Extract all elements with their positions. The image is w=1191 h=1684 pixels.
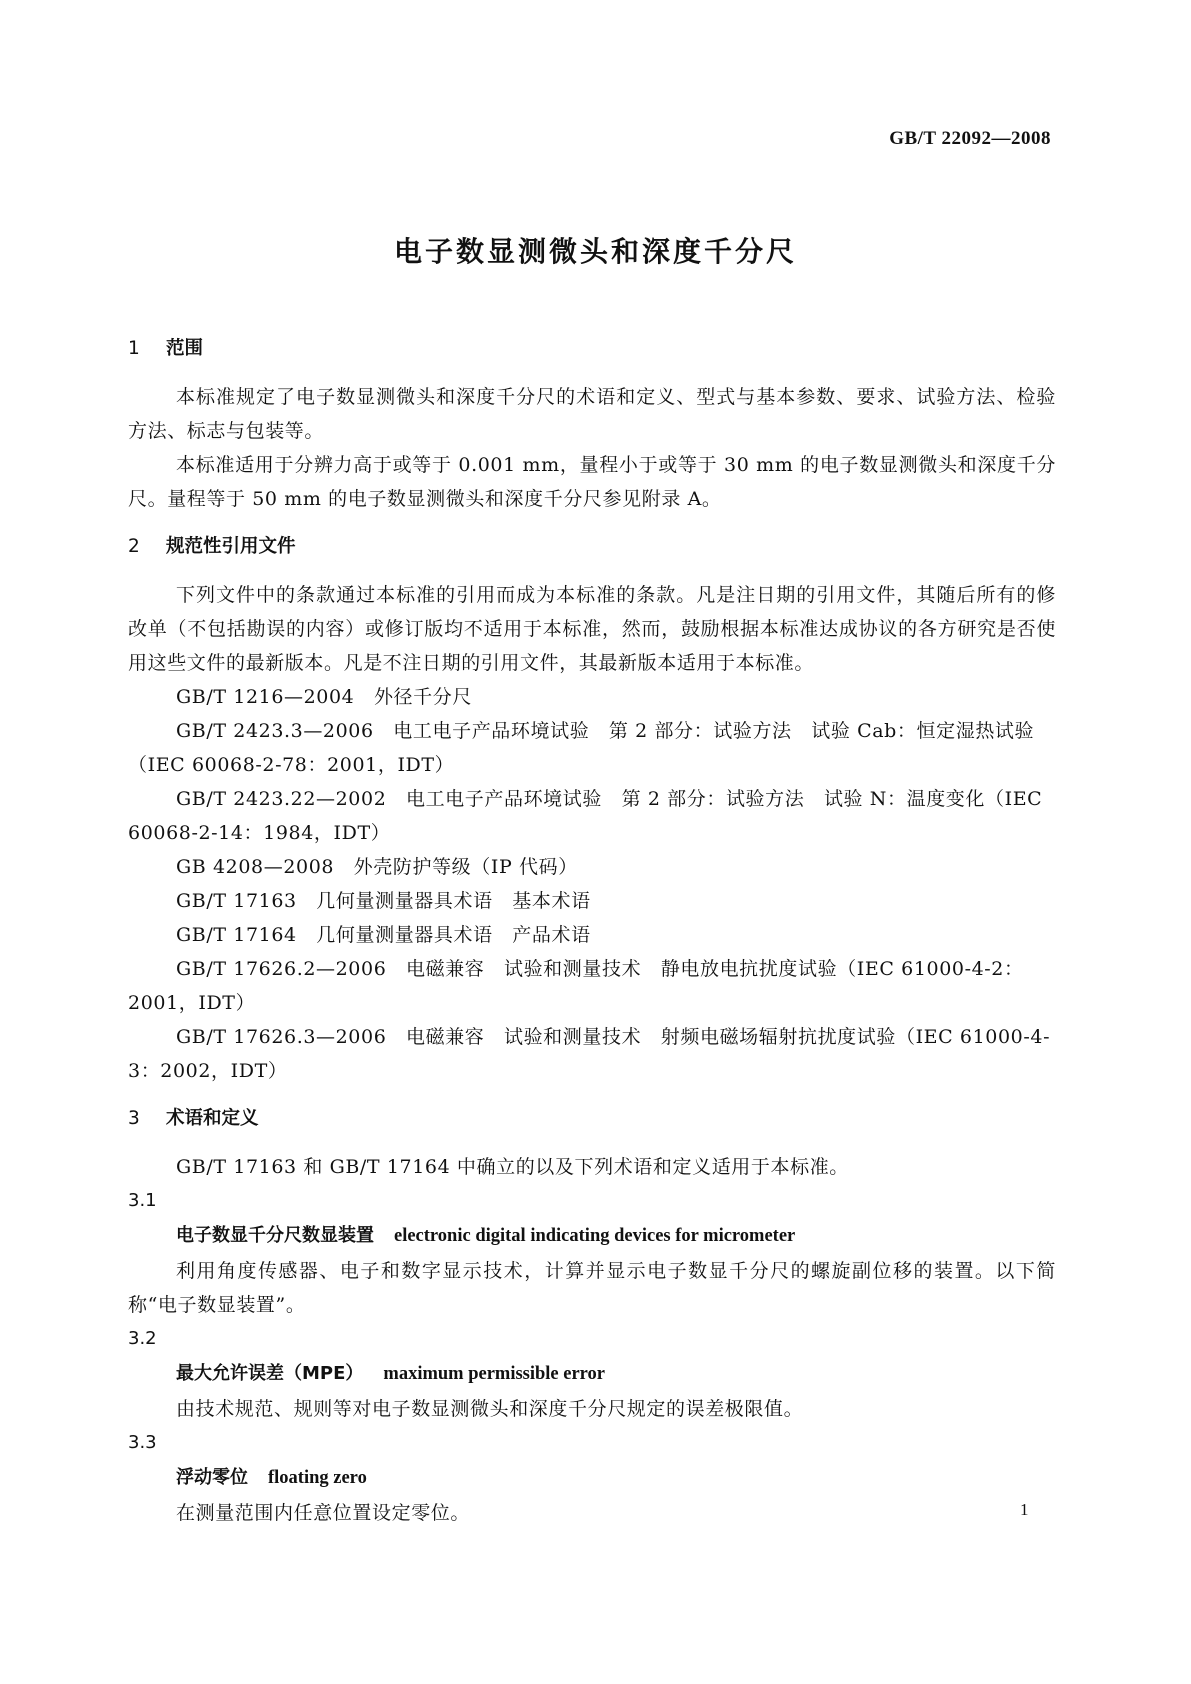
term-en: electronic digital indicating devices for micrometer [394,1226,796,1246]
paragraph: 本标准适用于分辨力高于或等于 0.001 mm，量程小于或等于 30 mm 的电子数显测微头和深度千分尺。量程等于 50 mm 的电子数显测微头和深度千分尺参见附录 A。 [128,454,1056,510]
term-en: floating zero [268,1468,367,1488]
term-zh: 电子数显千分尺数显装置 [176,1225,374,1246]
section-title: 范围 [166,338,204,359]
term-definition: 由技术规范、规则等对电子数显测微头和深度千分尺规定的误差极限值。 [176,1398,804,1420]
term-zh: 浮动零位 [176,1467,248,1488]
section-number: 3 [128,1108,140,1129]
section-heading-2 [128,530,1056,564]
document-title: 电子数显测微头和深度千分尺 [393,235,797,268]
reference-item: GB/T 17164 几何量测量器具术语 产品术语 [176,924,591,946]
term-definition: 利用角度传感器、电子和数字显示技术，计算并显示电子数显千分尺的螺旋副位移的装置。以下简称“电子数显装置”。 [128,1260,1056,1316]
term-number: 3.2 [128,1328,157,1349]
term-definition: 在测量范围内任意位置设定零位。 [176,1502,471,1524]
term-title [128,1218,1056,1254]
paragraph: 本标准规定了电子数显测微头和深度千分尺的术语和定义、型式与基本参数、要求、试验方法、检验方法、标志与包装等。 [128,386,1056,442]
standard-code: GB/T 22092—2008 [889,128,1051,149]
section-number: 1 [128,338,140,359]
page-number: 1 [1020,1500,1029,1519]
reference-item: GB/T 17626.2—2006 电磁兼容 试验和测量技术 静电放电抗扰度试验（IEC 61000-4-2：2001，IDT） [128,958,1024,1014]
section-number: 2 [128,536,140,557]
section-heading-3 [128,1102,1056,1136]
section-heading-1 [128,332,1056,366]
reference-item: GB/T 2423.22—2002 电工电子产品环境试验 第 2 部分：试验方法 试验 N：温度变化（IEC 60068-2-14：1984，IDT） [128,788,1043,844]
term-en: maximum permissible error [383,1364,606,1384]
term-zh: 最大允许误差（MPE） [176,1363,364,1384]
document-body [128,332,1056,1530]
reference-item: GB/T 1216—2004 外径千分尺 [176,686,472,708]
paragraph: 下列文件中的条款通过本标准的引用而成为本标准的条款。凡是注日期的引用文件，其随后所有的修改单（不包括勘误的内容）或修订版均不适用于本标准，然而，鼓励根据本标准达成协议的各方研究是否使用这些文件的最新版本。凡是不注日期的引用文件，其最新版本适用于本标准。 [128,584,1056,674]
reference-item: GB 4208—2008 外壳防护等级（IP 代码） [176,856,578,878]
term-number: 3.1 [128,1190,157,1211]
reference-item: GB/T 17163 几何量测量器具术语 基本术语 [176,890,591,912]
section-title: 规范性引用文件 [166,536,296,557]
term-title [128,1460,1056,1496]
reference-item: GB/T 2423.3—2006 电工电子产品环境试验 第 2 部分：试验方法 试验 Cab：恒定湿热试验（IEC 60068-2-78：2001，IDT） [128,720,1035,776]
term-title [128,1356,1056,1392]
term-number: 3.3 [128,1432,157,1453]
paragraph: GB/T 17163 和 GB/T 17164 中确立的以及下列术语和定义适用于本标准。 [176,1156,849,1178]
section-title: 术语和定义 [166,1108,259,1129]
reference-item: GB/T 17626.3—2006 电磁兼容 试验和测量技术 射频电磁场辐射抗扰度试验（IEC 61000-4-3：2002，IDT） [128,1026,1051,1082]
